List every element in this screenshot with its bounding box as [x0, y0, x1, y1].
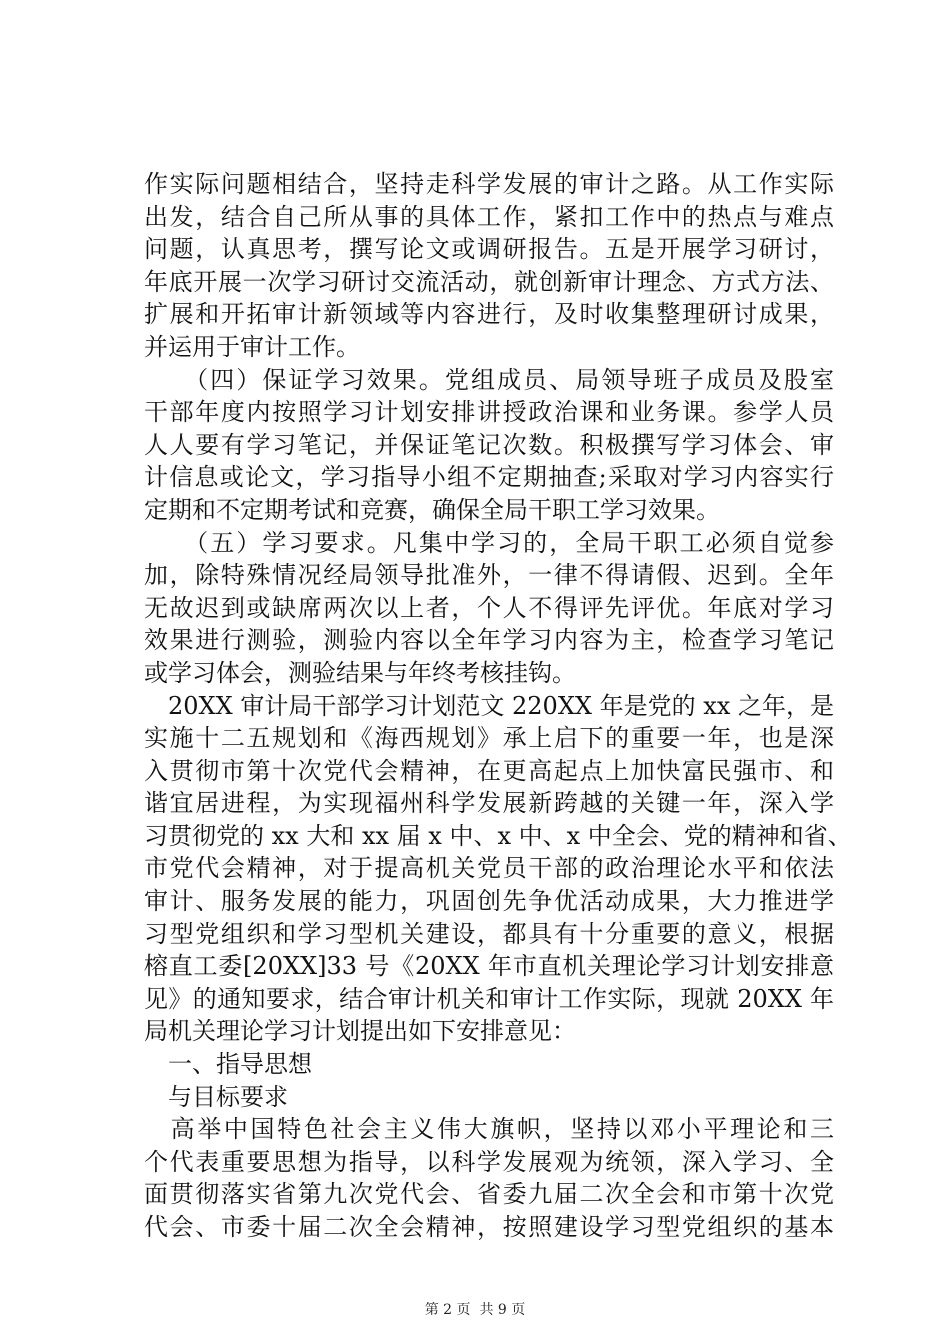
text-line: 问题，认真思考，撰写论文或调研报告。五是开展学习研讨， [144, 235, 834, 264]
text-line: 年底开展一次学习研讨交流活动，就创新审计理念、方式方法、 [144, 267, 834, 296]
text-line: 谐宜居进程，为实现福州科学发展新跨越的关键一年，深入学 [144, 789, 834, 818]
text-line: 计信息或论文，学习指导小组不定期抽查;采取对学习内容实行 [144, 463, 834, 492]
text-line: 习型党组织和学习型机关建设，都具有十分重要的意义，根据 [144, 919, 834, 948]
text-line: 作实际问题相结合，坚持走科学发展的审计之路。从工作实际 [144, 170, 834, 198]
text-line: 20XX 审计局干部学习计划范文 220XX 年是党的 xx 之年，是 [144, 691, 834, 720]
document-body [144, 168, 852, 1244]
text-line: 局机关理论学习计划提出如下安排意见： [144, 1017, 576, 1046]
text-line: 见》的通知要求，结合审计机关和审计工作实际，现就 20XX 年 [144, 984, 834, 1013]
text-line: 审计、服务发展的能力，巩固创先争优活动成果，大力推进学 [144, 887, 834, 916]
text-line: 扩展和开拓审计新领域等内容进行，及时收集整理研讨成果， [144, 300, 834, 329]
text-line: 个代表重要思想为指导，以科学发展观为统领，深入学习、全 [144, 1147, 834, 1176]
text-line: 实施十二五规划和《海西规划》承上启下的重要一年，也是深 [144, 724, 834, 753]
text-line: 榕直工委[20XX]33 号《20XX 年市直机关理论学习计划安排意 [144, 952, 834, 981]
text-line: 面贯彻落实省第九次党代会、省委九届二次全会和市第十次党 [144, 1180, 834, 1209]
text-line: 加，除特殊情况经局领导批准外，一律不得请假、迟到。全年 [144, 561, 834, 590]
text-line: （五）学习要求。凡集中学习的，全局干职工必须自觉参 [144, 528, 834, 557]
text-line: 定期和不定期考试和竞赛，确保全局干职工学习效果。 [144, 495, 720, 524]
text-line: 市党代会精神，对于提高机关党员干部的政治理论水平和依法 [144, 854, 834, 883]
page-footer [0, 1300, 950, 1320]
text-line: 无故迟到或缺席两次以上者，个人不得评先评优。年底对学习 [144, 593, 834, 622]
text-line: 入贯彻市第十次党代会精神，在更高起点上加快富民强市、和 [144, 756, 834, 785]
section-heading: 与目标要求 [144, 1082, 288, 1111]
text-line: 习贯彻党的 xx 大和 xx 届 x 中、x 中、x 中全会、党的精神和省、 [144, 821, 852, 850]
text-line: 代会、市委十届二次全会精神，按照建设学习型党组织的基本 [144, 1213, 834, 1241]
text-line: 高举中国特色社会主义伟大旗帜，坚持以邓小平理论和三 [144, 1115, 834, 1144]
page-number: 第 2 页 共 9 页 [424, 1302, 526, 1318]
text-line: 效果进行测验，测验内容以全年学习内容为主，检查学习笔记 [144, 626, 834, 655]
text-line: 出发，结合自己所从事的具体工作，紧扣工作中的热点与难点 [144, 202, 834, 231]
text-line: 人人要有学习笔记，并保证笔记次数。积极撰写学习体会、审 [144, 430, 834, 459]
text-line: 干部年度内按照学习计划安排讲授政治课和业务课。参学人员 [144, 398, 834, 427]
section-heading: 一、指导思想 [144, 1050, 312, 1079]
text-line: 并运用于审计工作。 [144, 332, 360, 361]
text-line: （四）保证学习效果。党组成员、局领导班子成员及股室 [144, 365, 834, 394]
text-line: 或学习体会，测验结果与年终考核挂钩。 [144, 658, 576, 687]
